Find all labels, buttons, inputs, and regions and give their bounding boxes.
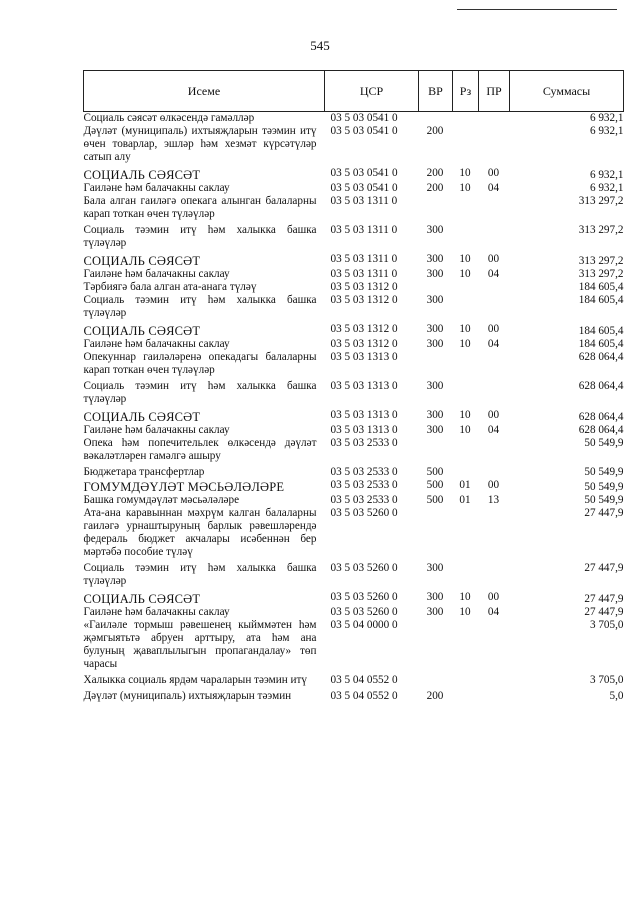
row-sum: 313 297,2 — [578, 224, 624, 236]
row-name: Социаль тәэмин итү һәм халыкка башка түләүләр — [83, 562, 317, 587]
row-name: Бюджетара трансфертлар — [83, 466, 205, 478]
row-pr-code: 04 — [487, 606, 500, 618]
row-name: СОЦИАЛЬ СӘЯСӘТ — [83, 592, 201, 606]
budget-table — [83, 70, 624, 703]
row-rz-code: 10 — [459, 323, 471, 335]
header-name: Исеме — [84, 71, 325, 112]
top-rule — [457, 9, 617, 10]
row-vr-code: 200 — [426, 690, 444, 702]
header-vr: ВР — [419, 71, 453, 112]
row-sum: 313 297,2 — [578, 195, 624, 207]
table-row — [84, 112, 624, 126]
table-row — [84, 479, 624, 494]
table-row — [84, 409, 624, 424]
row-pr-code: 00 — [487, 167, 500, 179]
row-name: Дәүләт (муниципаль) ихтыяҗларын тәэмин итү өчен товарлар, эшләр һәм хезмәт күрсәтүләр сатып алу — [83, 125, 317, 163]
row-sum: 27 447,9 — [584, 507, 624, 519]
table-row — [84, 195, 624, 224]
row-vr-code: 200 — [426, 182, 444, 194]
row-csr-code: 03 5 03 1312 0 — [330, 323, 398, 335]
table-row — [84, 167, 624, 182]
row-csr-code: 03 5 03 1311 0 — [330, 253, 398, 265]
row-vr-code: 300 — [426, 253, 444, 265]
row-csr-code: 03 5 03 0541 0 — [330, 182, 398, 194]
row-vr-code — [419, 281, 453, 294]
row-name: Гаиләне һәм балачакны саклау — [83, 268, 230, 280]
table-row — [84, 224, 624, 253]
row-sum: 184 605,4 — [578, 281, 624, 293]
row-rz-code — [453, 351, 479, 380]
row-sum: 628 064,4 — [578, 411, 624, 423]
row-csr-code: 03 5 03 5260 0 — [330, 562, 398, 574]
row-rz-code: 10 — [459, 409, 471, 421]
row-pr-code — [479, 195, 510, 224]
row-sum: 628 064,4 — [578, 351, 624, 363]
row-rz-code: 10 — [459, 182, 471, 194]
row-pr-code — [479, 690, 510, 703]
row-csr-code: 03 5 03 1313 0 — [330, 424, 398, 436]
table-row — [84, 494, 624, 507]
table-row — [84, 591, 624, 606]
row-name: ГОМУМДӘҮЛӘТ МӘСЬӘЛӘЛӘРЕ — [83, 480, 285, 494]
table-row — [84, 466, 624, 479]
row-rz-code — [453, 112, 479, 126]
row-rz-code — [453, 125, 479, 167]
row-csr-code: 03 5 03 1313 0 — [330, 409, 398, 421]
row-name: Ата-ана каравыннан мәхрүм калган балаларны гаиләгә урнаштыруның барлык рәвешләрендә федераль бюджет акчалары исәбеннән бер мәртәбә пособие түләү — [83, 507, 317, 558]
row-csr-code: 03 5 04 0000 0 — [330, 619, 398, 631]
table-row — [84, 253, 624, 268]
row-rz-code: 10 — [459, 167, 471, 179]
row-pr-code: 00 — [487, 253, 500, 265]
row-rz-code — [453, 437, 479, 466]
row-name: Социаль тәэмин итү һәм халыкка башка түләүләр — [83, 224, 317, 249]
table-row — [84, 281, 624, 294]
row-csr-code: 03 5 03 2533 0 — [330, 466, 398, 478]
table-row — [84, 323, 624, 338]
header-rz: Рз — [453, 71, 479, 112]
row-sum: 27 447,9 — [584, 562, 624, 574]
row-vr-code: 200 — [426, 167, 444, 179]
row-sum: 27 447,9 — [584, 593, 624, 605]
row-pr-code — [479, 294, 510, 323]
row-csr-code: 03 5 03 5260 0 — [330, 606, 398, 618]
row-rz-code: 01 — [459, 479, 471, 491]
row-rz-code: 10 — [459, 268, 471, 280]
row-sum: 6 932,1 — [589, 112, 624, 124]
row-sum: 184 605,4 — [578, 338, 624, 350]
row-name: Социаль тәэмин итү һәм халыкка башка түләүләр — [83, 294, 317, 319]
row-csr-code: 03 5 03 5260 0 — [330, 507, 398, 519]
row-pr-code — [479, 466, 510, 479]
table-row — [84, 380, 624, 409]
table-row — [84, 562, 624, 591]
row-vr-code — [419, 507, 453, 562]
row-csr-code: 03 5 03 1312 0 — [330, 281, 398, 293]
row-vr-code: 500 — [426, 466, 444, 478]
row-pr-code: 00 — [487, 479, 500, 491]
row-pr-code — [479, 619, 510, 674]
row-pr-code — [479, 437, 510, 466]
header-csr: ЦСР — [325, 71, 419, 112]
row-pr-code: 04 — [487, 182, 500, 194]
row-vr-code: 300 — [426, 606, 444, 618]
row-sum: 6 932,1 — [589, 125, 624, 137]
row-vr-code: 300 — [426, 268, 444, 280]
row-vr-code: 300 — [426, 338, 444, 350]
row-vr-code: 300 — [426, 409, 444, 421]
row-csr-code: 03 5 04 0552 0 — [330, 674, 398, 686]
row-csr-code: 03 5 03 1312 0 — [330, 338, 398, 350]
row-pr-code — [479, 562, 510, 591]
row-sum: 628 064,4 — [578, 424, 624, 436]
row-sum: 50 549,9 — [584, 494, 624, 506]
row-pr-code — [479, 380, 510, 409]
row-rz-code — [453, 562, 479, 591]
row-rz-code — [453, 690, 479, 703]
header-sum: Суммасы — [510, 71, 624, 112]
row-vr-code — [419, 674, 453, 690]
row-name: Дәүләт (муниципаль) ихтыяҗларын тәэмин — [83, 690, 292, 702]
row-name: Гаиләне һәм балачакны саклау — [83, 606, 230, 618]
table-row — [84, 424, 624, 437]
row-sum: 313 297,2 — [578, 255, 624, 267]
row-name: «Гаиләле тормыш рәвешенең кыйммәтен һәм җәмгыятьтә абруен арттыру, ата һәм ана булуның җаваплылыгын пропагандалау» төп чарасы — [83, 619, 317, 670]
header-pr: ПР — [479, 71, 510, 112]
row-vr-code: 300 — [426, 224, 444, 236]
row-rz-code: 10 — [459, 253, 471, 265]
row-rz-code — [453, 507, 479, 562]
row-name: Социаль тәэмин итү һәм халыкка башка түләүләр — [83, 380, 317, 405]
row-pr-code: 13 — [487, 494, 500, 506]
row-vr-code: 300 — [426, 323, 444, 335]
table-row — [84, 294, 624, 323]
row-pr-code — [479, 112, 510, 126]
row-rz-code: 01 — [459, 494, 471, 506]
row-csr-code: 03 5 03 1311 0 — [330, 268, 398, 280]
row-name: Гаиләне һәм балачакны саклау — [83, 424, 230, 436]
table-row — [84, 125, 624, 167]
row-vr-code: 300 — [426, 424, 444, 436]
row-sum: 313 297,2 — [578, 268, 624, 280]
row-pr-code — [479, 674, 510, 690]
row-rz-code — [453, 674, 479, 690]
table-row — [84, 338, 624, 351]
table-row — [84, 507, 624, 562]
row-pr-code: 04 — [487, 268, 500, 280]
row-csr-code: 03 5 03 0541 0 — [330, 112, 398, 124]
row-rz-code: 10 — [459, 338, 471, 350]
row-csr-code: 03 5 03 0541 0 — [330, 167, 398, 179]
table-body — [84, 112, 624, 704]
row-vr-code — [419, 112, 453, 126]
row-csr-code: 03 5 03 2533 0 — [330, 437, 398, 449]
row-vr-code: 300 — [426, 591, 444, 603]
row-rz-code — [453, 294, 479, 323]
row-sum: 184 605,4 — [578, 325, 624, 337]
row-rz-code: 10 — [459, 424, 471, 436]
row-csr-code: 03 5 03 2533 0 — [330, 494, 398, 506]
row-pr-code: 00 — [487, 323, 500, 335]
row-name: Опекуннар гаиләләренә опекадагы балаларны карап тоткан өчен түләүләр — [83, 351, 317, 376]
row-csr-code: 03 5 03 0541 0 — [330, 125, 398, 137]
row-vr-code — [419, 351, 453, 380]
row-name: СОЦИАЛЬ СӘЯСӘТ — [83, 324, 201, 338]
row-csr-code: 03 5 03 1311 0 — [330, 195, 398, 207]
row-sum: 628 064,4 — [578, 380, 624, 392]
row-name: Социаль сәясәт өлкәсендә гамәлләр — [83, 112, 255, 124]
row-name: Бала алган гаиләгә опекага алынган балаларны карап тоткан өчен түләүләр — [83, 195, 317, 220]
row-rz-code: 10 — [459, 606, 471, 618]
row-sum: 50 549,9 — [584, 437, 624, 449]
row-vr-code: 500 — [426, 494, 444, 506]
table-row — [84, 268, 624, 281]
row-rz-code — [453, 619, 479, 674]
row-name: Халыкка социаль ярдәм чараларын тәэмин итү — [83, 674, 307, 686]
row-name: Тәрбиягә бала алган ата-анага түләү — [83, 281, 257, 293]
row-vr-code — [419, 437, 453, 466]
row-vr-code: 300 — [426, 294, 444, 306]
row-pr-code: 00 — [487, 409, 500, 421]
row-pr-code: 00 — [487, 591, 500, 603]
row-sum: 6 932,1 — [589, 182, 624, 194]
table-row — [84, 437, 624, 466]
row-csr-code: 03 5 03 5260 0 — [330, 591, 398, 603]
row-rz-code — [453, 224, 479, 253]
row-pr-code — [479, 351, 510, 380]
row-name: Опека һәм попечительлек өлкәсендә дәүләт вәкаләтләрен гамәлгә ашыру — [83, 437, 317, 462]
row-vr-code: 300 — [426, 562, 444, 574]
row-vr-code: 500 — [426, 479, 444, 491]
table-row — [84, 351, 624, 380]
row-name: Гаиләне һәм балачакны саклау — [83, 182, 230, 194]
row-rz-code — [453, 195, 479, 224]
row-sum: 3 705,0 — [589, 619, 624, 631]
row-csr-code: 03 5 03 2533 0 — [330, 479, 398, 491]
row-sum: 3 705,0 — [589, 674, 624, 686]
row-sum: 27 447,9 — [584, 606, 624, 618]
row-rz-code: 10 — [459, 591, 471, 603]
row-pr-code — [479, 224, 510, 253]
row-pr-code: 04 — [487, 424, 500, 436]
row-rz-code — [453, 466, 479, 479]
row-pr-code: 04 — [487, 338, 500, 350]
row-pr-code — [479, 281, 510, 294]
row-sum: 50 549,9 — [584, 466, 624, 478]
row-vr-code: 300 — [426, 380, 444, 392]
row-csr-code: 03 5 03 1311 0 — [330, 224, 398, 236]
row-rz-code — [453, 380, 479, 409]
row-name: Башка гомумдәүләт мәсьәләләре — [83, 494, 240, 506]
row-csr-code: 03 5 03 1313 0 — [330, 380, 398, 392]
row-name: СОЦИАЛЬ СӘЯСӘТ — [83, 168, 201, 182]
row-rz-code — [453, 281, 479, 294]
table-row — [84, 690, 624, 703]
row-name: Гаиләне һәм балачакны саклау — [83, 338, 230, 350]
table-header-row — [84, 71, 624, 112]
table-row — [84, 606, 624, 619]
page-number: 545 — [310, 38, 330, 53]
row-vr-code — [419, 195, 453, 224]
row-sum: 6 932,1 — [589, 169, 624, 181]
row-pr-code — [479, 507, 510, 562]
row-csr-code: 03 5 03 1312 0 — [330, 294, 398, 306]
row-name: СОЦИАЛЬ СӘЯСӘТ — [83, 410, 201, 424]
row-vr-code — [419, 619, 453, 674]
row-csr-code: 03 5 04 0552 0 — [330, 690, 398, 702]
row-sum: 184 605,4 — [578, 294, 624, 306]
row-vr-code: 200 — [426, 125, 444, 137]
table-row — [84, 674, 624, 690]
row-pr-code — [479, 125, 510, 167]
table-row — [84, 619, 624, 674]
row-csr-code: 03 5 03 1313 0 — [330, 351, 398, 363]
row-name: СОЦИАЛЬ СӘЯСӘТ — [83, 254, 201, 268]
row-sum: 50 549,9 — [584, 481, 624, 493]
row-sum: 5,0 — [609, 690, 624, 702]
table-row — [84, 182, 624, 195]
